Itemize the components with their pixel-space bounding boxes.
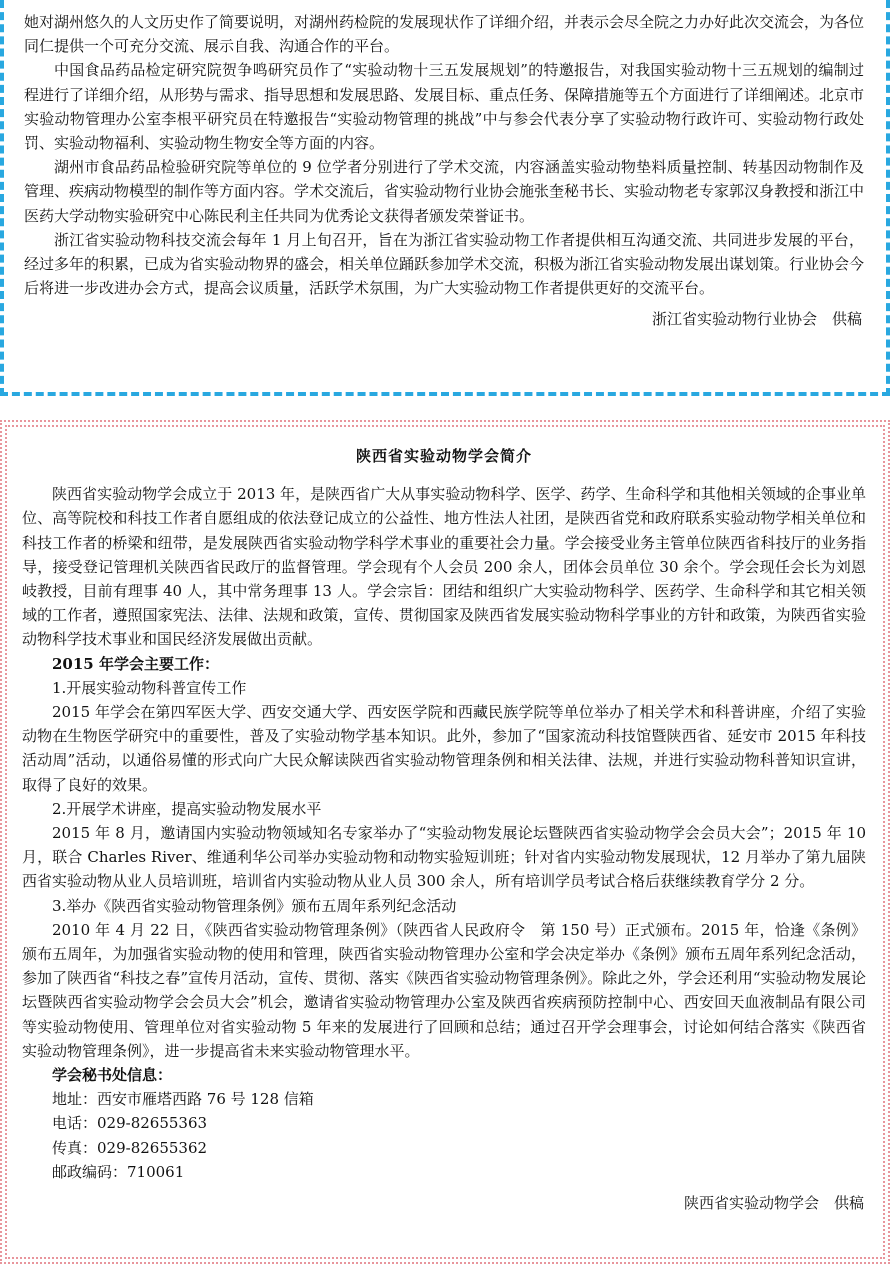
article1-credit: 浙江省实验动物行业协会 供稿 bbox=[651, 310, 862, 329]
contact-fax: 传真：029-82655362 bbox=[52, 1138, 208, 1157]
article1-paragraph-2: 中国食品药品检定研究院贺争鸣研究员作了“实验动物十三五发展规划”的特邀报告，对我国实验动物十三五规划的编制过程进行了详细介绍，从形势与需求、指导思想和发展思路、发展目标、重点任务、保障措施等五个方面进行了详细阐述。北京市实验动物管理办公室李根平研究员在特邀报告“实验动物管理的挑战”中与参会代表分享了实验动物行政许可、实验动物行政处罚、实验动物福利、实验动物生物安全等方面的内容。 bbox=[24, 61, 865, 153]
work-heading: 2015 年学会主要工作： bbox=[52, 654, 219, 673]
article1-frame bbox=[0, 0, 890, 396]
article1-paragraph-3: 湖州市食品药品检验研究院等单位的 9 位学者分别进行了学术交流，内容涵盖实验动物垫料质量控制、转基因动物制作及管理、疾病动物模型的制作等方面内容。学术交流后，省实验动物行业协会施张奎秘书长、实验动物老专家郭汉身教授和浙江中医药大学动物实验研究中心陈民利主任共同为优秀论文获得者颁发荣誉证书。 bbox=[24, 158, 865, 225]
article2-frame bbox=[0, 420, 890, 1264]
section-1-heading: 1.开展实验动物科普宣传工作 bbox=[52, 678, 247, 697]
article1-paragraph-1: 她对湖州悠久的人文历史作了简要说明，对湖州药检院的发展现状作了详细介绍，并表示会尽全院之力办好此次交流会，为各位同仁提供一个可充分交流、展示自我、沟通合作的平台。 bbox=[24, 13, 865, 56]
contact-postcode: 邮政编码：710061 bbox=[52, 1162, 185, 1181]
article2-title: 陕西省实验动物学会简介 bbox=[355, 447, 532, 465]
article2-content bbox=[22, 444, 866, 1215]
article1-paragraph-4: 浙江省实验动物科技交流会每年 1 月上旬召开，旨在为浙江省实验动物工作者提供相互沟通交流、共同进步发展的平台，经过多年的积累，已成为省实验动物界的盛会，相关单位踊跃参加学术交流，积极为浙江省实验动物发展出谋划策。行业协会今后将进一步改进办会方式，提高会议质量，活跃学术氛围，为广大实验动物工作者提供更好的交流平台。 bbox=[24, 230, 865, 298]
article2-credit: 陕西省实验动物学会 供稿 bbox=[683, 1194, 864, 1213]
section-1-body: 2015 年学会在第四军医大学、西安交通大学、西安医学院和西藏民族学院等单位举办了相关学术和科普讲座，介绍了实验动物在生物医学研究中的重要性，普及了实验动物学基本知识。此外，参加了“国家流动科技馆暨陕西省、延安市 2015 年科技活动周”活动，以通俗易懂的形式向广大民众解读陕西省实验动物管理条例和相关法律、法规，并进行实验动物科普知识宣讲，取得了良好的效果。 bbox=[22, 703, 866, 794]
contact-heading: 学会秘书处信息： bbox=[52, 1066, 173, 1085]
section-3-heading: 3.举办《陕西省实验动物管理条例》颁布五周年系列纪念活动 bbox=[52, 896, 457, 915]
section-3-body: 2010 年 4 月 22 日，《陕西省实验动物管理条例》（陕西省人民政府令 第 150 号）正式颁布。2015 年，恰逢《条例》颁布五周年，为加强省实验动物的使用和管理，陕西省实验动物管理办公室和学会决定举办《条例》颁布五周年系列纪念活动，参加了陕西省“科技之春”宣传月活动，宣传、贯彻、落实《陕西省实验动物管理条例》。除此之外，学会还利用“实验动物发展论坛暨陕西省实验动物学会会员大会”机会，邀请省实验动物管理办公室及陕西省疾病预防控制中心、西安回天血液制品有限公司等实验动物使用、管理单位对省实验动物 5 年来的发展进行了回顾和总结；通过召开学会理事会，讨论如何结合落实《陕西省实验动物管理条例》，进一步提高省未来实验动物管理水平。 bbox=[22, 920, 866, 1060]
article2-intro: 陕西省实验动物学会成立于 2013 年，是陕西省广大从事实验动物科学、医学、药学、生命科学和其他相关领域的企事业单位、高等院校和科技工作者自愿组成的依法登记成立的公益性、地方性法人社团，是陕西省党和政府联系实验动物学相关单位和科技工作者的桥梁和纽带，是发展陕西省实验动物学科学术事业的重要社会力量。学会接受业务主管单位陕西省科技厅的业务指导，接受登记管理机关陕西省民政厅的监督管理。学会现有个人会员 200 余人，团体会员单位 30 余个。学会现任会长为刘恩岐教授，目前有理事 40 人，其中常务理事 13 人。学会宗旨：团结和组织广大实验动物科学、医药学、生命科学和其它相关领域的工作者，遵照国家宪法、法律、法规和政策，宣传、贯彻国家及陕西省发展实验动物科学事业的方针和政策，为陕西省实验动物科学技术事业和国民经济发展做出贡献。 bbox=[22, 485, 866, 649]
section-2-body: 2015 年 8 月，邀请国内实验动物领域知名专家举办了“实验动物发展论坛暨陕西省实验动物学会会员大会”；2015 年 10 月，联合 Charles River、维通利华公司举办实验动物和动物实验短训班；针对省内实验动物发展现状，12 月举办了第九届陕西省实验动物从业人员培训班，培训省内实验动物从业人员 300 余人，所有培训学员考试合格后获继续教育学分 2 分。 bbox=[22, 824, 866, 891]
contact-address: 地址：西安市雁塔西路 76 号 128 信箱 bbox=[52, 1090, 314, 1109]
contact-phone: 电话：029-82655363 bbox=[52, 1114, 208, 1133]
article1-content bbox=[24, 10, 864, 332]
section-2-heading: 2.开展学术讲座，提高实验动物发展水平 bbox=[52, 799, 322, 818]
